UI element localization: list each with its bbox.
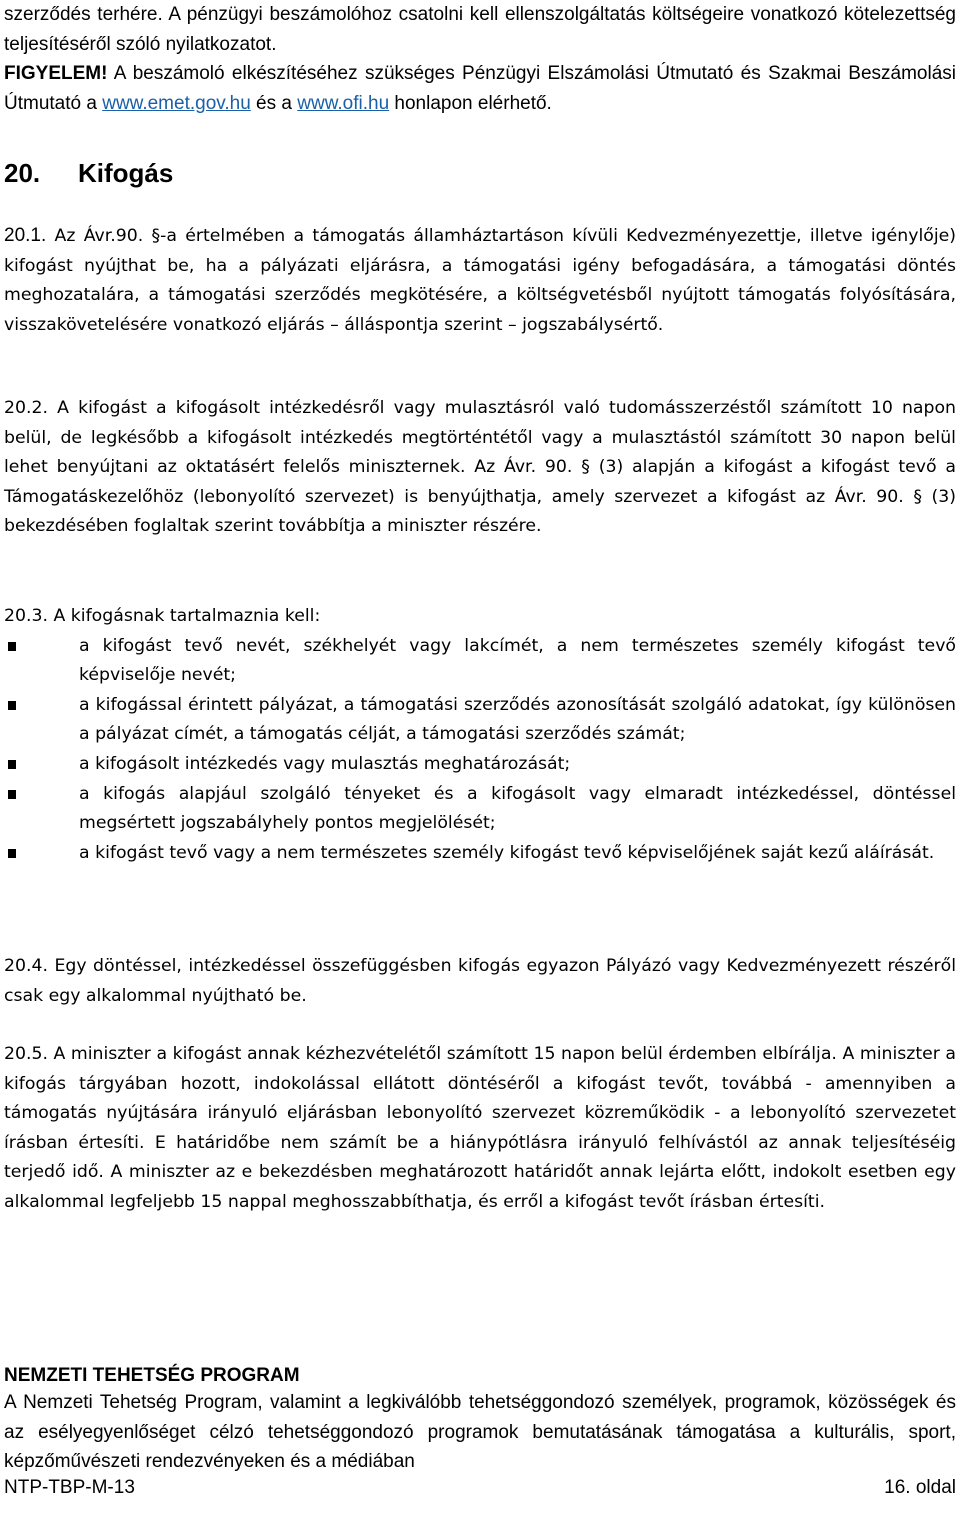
requirements-list: [4, 632, 956, 869]
paragraph-number: 20.4.: [4, 956, 48, 976]
emet-link[interactable]: www.emet.gov.hu: [102, 92, 251, 114]
square-bullet-icon: [8, 701, 16, 710]
page-number: 16. oldal: [884, 1476, 956, 1498]
ofi-link[interactable]: www.ofi.hu: [297, 92, 390, 114]
paragraph-20-4-text: 20.4. Egy döntéssel, intézkedéssel összefüggésben kifogás egyazon Pályázó vagy Kedvezményezett részéről csak egy alkalommal nyújtható be.: [4, 956, 956, 1006]
list-item: a kifogást tevő nevét, székhelyét vagy lakcímét, a nem természetes személy kifogást tevő képviselője nevét;: [4, 632, 956, 691]
warning-text: A beszámoló elkészítéséhez szükséges Pénzügyi Elszámolási Útmutató és Szakmai Beszámolási Útmutató a: [4, 63, 956, 114]
paragraph-20-2-text: 20.2. A kifogást a kifogásolt intézkedésről vagy mulasztásról való tudomásszerzéstől számított 10 napon belül, de legkésőbb a kifogásolt intézkedés megtörténtétől vagy a mulasztástól számított 30 napon belül lehet benyújtani az oktatásért felelős miniszternek. Az Ávr. 90. § (3) alapján a kifogást a kifogást tevő a Támogatáskezelőhöz (lebonyolító szervezet) is benyújthatja, amely szervezet a kifogást az Ávr. 90. § (3) bekezdésében foglaltak szerint továbbítja a miniszter részére.: [4, 398, 956, 537]
list-item: a kifogás alapjául szolgáló tényeket és a kifogásolt vagy elmaradt intézkedéssel, döntéssel megsértett jogszabályhely pontos megjelölését;: [4, 780, 956, 839]
paragraph-20-2: [4, 394, 956, 542]
page-footer: [4, 1364, 956, 1499]
paragraph-20-3: [4, 602, 956, 868]
section-number: 20.: [4, 158, 41, 188]
list-item: a kifogással érintett pályázat, a támogatási szerződés azonosítását szolgáló adatokat, így különösen a pályázat címét, a támogatás célját, a támogatási szerződés számát;: [4, 691, 956, 750]
warning-label: FIGYELEM!: [4, 63, 108, 85]
intro-block: [4, 0, 956, 118]
paragraph-20-4: [4, 952, 956, 1011]
paragraph-20-5: [4, 1040, 956, 1218]
program-description: A Nemzeti Tehetség Program, valamint a legkiválóbb tehetséggondozó személyek, programok, közösségek és az esélyegyenlőséget célzó tehetséggondozó programok bemutatásának támogatása a kulturális, sport, képzőművészeti rendezvényeken és a médiában: [4, 1392, 956, 1473]
paragraph-number: 20.1.: [4, 225, 47, 246]
square-bullet-icon: [8, 849, 16, 858]
paragraph-20-1: [4, 221, 956, 340]
section-heading: [4, 158, 956, 189]
warning-connector: és a: [250, 92, 298, 114]
list-item: a kifogást tevő vagy a nem természetes személy kifogást tevő képviselőjének saját kezű aláírását.: [4, 839, 956, 869]
square-bullet-icon: [8, 790, 16, 799]
paragraph-number: 20.3.: [4, 606, 48, 626]
paragraph-number: 20.5.: [4, 1044, 48, 1064]
paragraph-number: 20.2.: [4, 398, 48, 418]
paragraph-20-3-text: 20.3. A kifogásnak tartalmaznia kell:: [4, 606, 321, 626]
square-bullet-icon: [8, 642, 16, 651]
warning-paragraph: [4, 59, 956, 118]
program-name: NEMZETI TEHETSÉG PROGRAM: [4, 1365, 300, 1386]
document-code: NTP-TBP-M-13: [4, 1476, 135, 1498]
paragraph-20-1-text: 20.1. Az Ávr.90. §-a értelmében a támogatás államháztartáson kívüli Kedvezményezettje, illetve igénylője) kifogást nyújthat be, ha a pályázati eljárásra, a támogatási igény befogadására, a támogatási döntés meghozatalára, a támogatási szerződés megkötésére, a költségvetésből nyújtott támogatás folyósítására, visszakövetelésére vonatkozó eljárás – álláspontja szerint – jogszabálysértő.: [4, 221, 956, 340]
warning-tail: honlapon elérhető.: [389, 92, 552, 114]
square-bullet-icon: [8, 760, 16, 769]
section-title: Kifogás: [78, 158, 174, 188]
intro-text: szerződés terhére. A pénzügyi beszámolóhoz csatolni kell ellenszolgáltatás költségeire vonatkozó kötelezettség teljesítéséről szóló nyilatkozatot.: [4, 4, 956, 55]
list-item: a kifogásolt intézkedés vagy mulasztás meghatározását;: [4, 750, 956, 780]
footer-bottom-row: [4, 1477, 956, 1499]
paragraph-20-5-text: 20.5. A miniszter a kifogást annak kézhezvételétől számított 15 napon belül érdemben elbírálja. A miniszter a kifogás tárgyában hozott, indokolással ellátott döntéséről a kifogást tevőt, továbbá - amennyiben a támogatás nyújtására irányuló eljárásban lebonyolító szervezet közreműködik - a lebonyolító szervezetet írásban értesíti. E határidőbe nem számít be a hiánypótlásra irányuló felhívástól az annak teljesítéséig terjedő idő. A miniszter az e bekezdésben meghatározott határidőt annak lejárta előtt, indokolt esetben egy alkalommal legfeljebb 15 nappal meghosszabbíthatja, és erről a kifogást tevőt írásban értesíti.: [4, 1044, 956, 1212]
